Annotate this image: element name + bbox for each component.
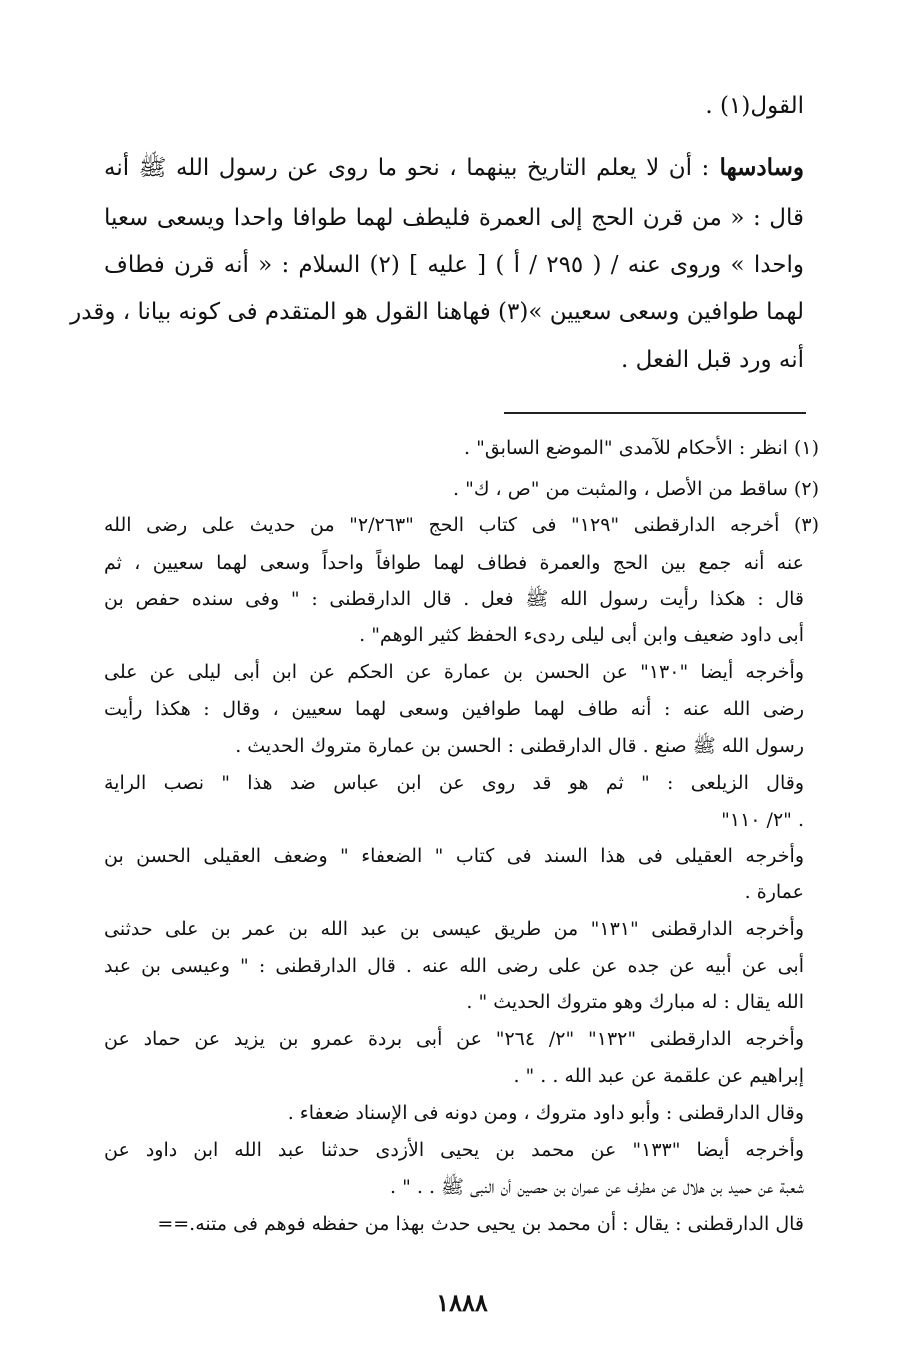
- footnote-line: "٢/ ١١٠" .: [721, 809, 804, 831]
- footnote-line: أبى عن أبيه عن جده عن على رضى الله عنه . قال الدارقطنى : " وعيسى بن عبد: [104, 955, 804, 977]
- footnote-line: عمارة .: [744, 881, 804, 903]
- main-line-5: لهما طوافين وسعى سعيين »(٣) فهاهنا القول هو المتقدم فى كونه بيانا ، وقدر: [70, 299, 804, 325]
- footnote-line: شعبة عن حميد بن هلال عن مطرف عن عمران بن حصين أن النبى ﷺ . . " .: [390, 1176, 804, 1198]
- footnote-line: قال الدارقطنى : يقال : أن محمد بن يحيى حدث بهذا من حفظه فوهم فى متنه.==: [157, 1213, 804, 1235]
- footnote-line: (٢) ساقط من الأصل ، والمثبت من "ص ، ك" .: [453, 478, 819, 500]
- footnote-line: وقال الزيلعى : " ثم هو قد روى عن ابن عباس ضد هذا " نصب الراية: [104, 772, 804, 794]
- footnote-line: وأخرجه الدارقطنى "١٣٢" "٢/ ٢٦٤" عن أبى بردة عمرو بن يزيد عن حماد عن: [104, 1028, 804, 1050]
- footnote-line: وأخرجه أيضا "١٣٣" عن محمد بن يحيى الأزدى حدثنا عبد الله ابن داود عن: [104, 1139, 805, 1161]
- footnote-line: وأخرجه أيضا "١٣٠" عن الحسن بن عمارة عن الحكم عن ابن أبى ليلى عن على: [104, 661, 805, 683]
- footnote-line: عنه أنه جمع بين الحج والعمرة فطاف لهما طوافاً واحداً وسعى لهما سعيين ، ثم: [104, 552, 804, 574]
- footnote-separator: [504, 412, 806, 414]
- section-heading-word: وسادسها: [709, 154, 804, 181]
- main-line-1: القول(١) .: [705, 93, 804, 119]
- footnote-line: وأخرجه الدارقطنى "١٣١" من طريق عيسى بن عبد الله بن عمر بن على حدثنى: [104, 918, 804, 940]
- footnote-line: رسول الله ﷺ صنع . قال الدارقطنى : الحسن بن عمارة متروك الحديث .: [235, 735, 804, 757]
- footnote-line: وأخرجه العقيلى فى هذا السند فى كتاب " الضعفاء " وضعف العقيلى الحسن بن: [104, 845, 804, 867]
- footnote-line: (١) انظر : الأحكام للآمدى "الموضع السابق" .: [464, 437, 819, 459]
- footnote-line: إبراهيم عن علقمة عن عبد الله . . " .: [513, 1065, 804, 1087]
- main-line-6: أنه ورد قبل الفعل .: [620, 347, 804, 373]
- main-line-2: وسادسها : أن لا يعلم التاريخ بينهما ، نحو ما روى عن رسول الله ﷺ أنه: [104, 154, 804, 181]
- footnote-line: قال : هكذا رأيت رسول الله ﷺ فعل . قال الدارقطنى : " وفى سنده حفص بن: [104, 588, 804, 610]
- main-line-3: قال : « من قرن الحج إلى العمرة فليطف لهما طوافا واحدا ويسعى سعيا: [104, 205, 804, 231]
- page-number: ١٨٨٨: [436, 1288, 488, 1317]
- footnote-line: الله يقال : له مبارك وهو متروك الحديث " .: [466, 991, 804, 1013]
- footnote-line: رضى الله عنه : أنه طاف لهما طوافين وسعى لهما سعيين ، وقال : هكذا رأيت: [104, 698, 804, 720]
- footnote-line: أبى داود ضعيف وابن أبى ليلى ردىء الحفظ كثير الوهم" .: [359, 624, 804, 646]
- footnote-line: وقال الدارقطنى : وأبو داود متروك ، ومن دونه فى الإسناد ضعفاء .: [287, 1102, 804, 1124]
- footnote-line: (٣) أخرجه الدارقطنى "١٢٩" فى كتاب الحج "٢/٢٦٣" من حديث على رضى الله: [104, 514, 819, 536]
- main-line-4: واحدا » وروى عنه / ( ٢٩٥ / أ ) [ عليه ] (٢) السلام : « أنه قرن فطاف: [104, 252, 805, 278]
